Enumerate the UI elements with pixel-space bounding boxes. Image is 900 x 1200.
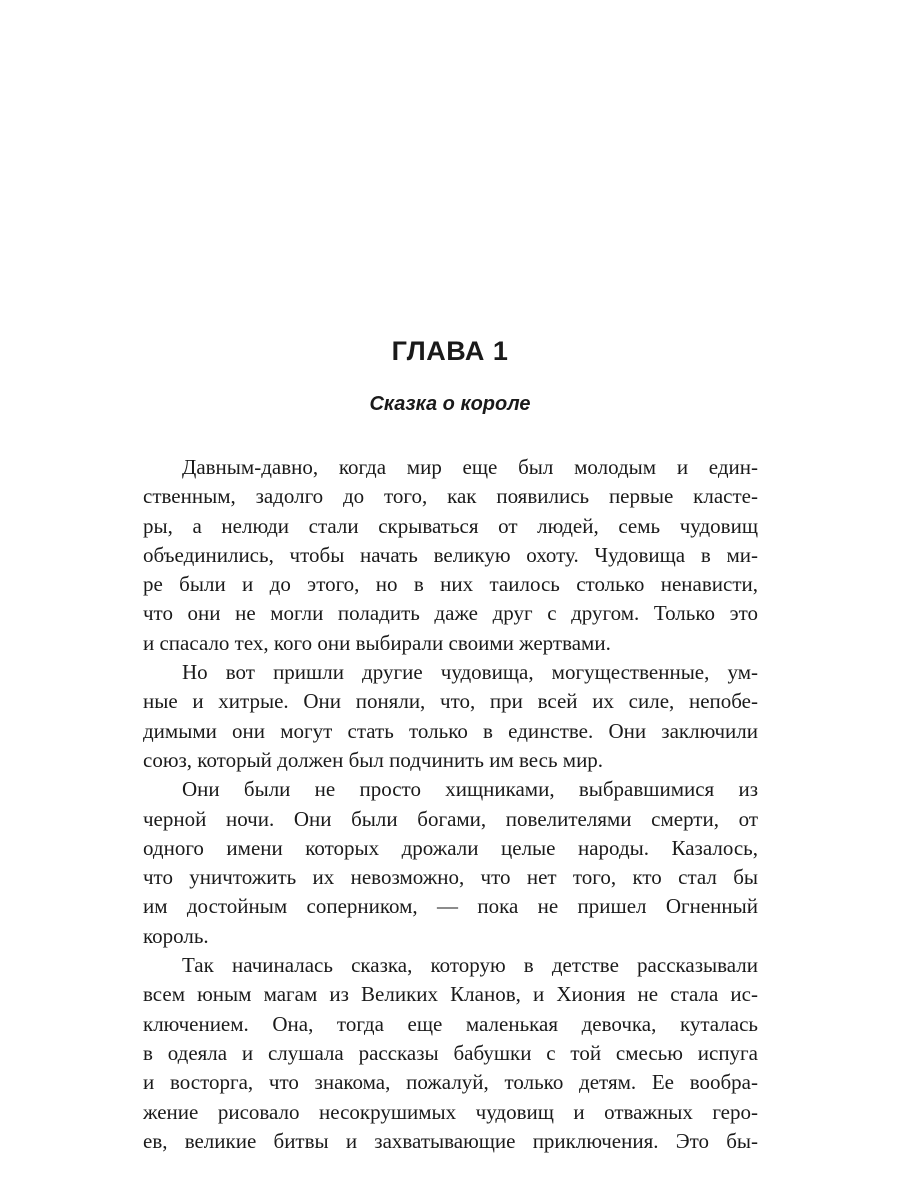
- text-line: что уничтожить их невозможно, что нет того, кто стал бы: [143, 865, 758, 890]
- text-line: всем юным магам из Великих Кланов, и Хиония не стала ис-: [143, 982, 758, 1007]
- text-line: одного имени которых дрожали целые народы. Казалось,: [143, 835, 758, 860]
- text-line: димыми они могут стать только в единстве. Они заключили: [143, 718, 758, 743]
- text-line: им достойным соперником, — пока не пришел Огненный: [143, 894, 758, 919]
- text-line: ре были и до этого, но в них таилось столько ненависти,: [143, 572, 758, 597]
- chapter-body: [143, 453, 758, 1156]
- text-line: ные и хитрые. Они поняли, что, при всей их силе, непобе-: [143, 689, 758, 714]
- text-line: ры, а нелюди стали скрываться от людей, семь чудовищ: [143, 513, 758, 538]
- text-line: союз, который должен был подчинить им весь мир.: [143, 747, 604, 772]
- paragraph: [143, 658, 758, 775]
- text-line: Давным-давно, когда мир еще был молодым и един-: [182, 455, 758, 479]
- text-line: жение рисовало несокрушимых чудовищ и отважных геро-: [143, 1099, 758, 1124]
- text-line: Они были не просто хищниками, выбравшимися из: [182, 777, 758, 802]
- text-line: черной ночи. Они были богами, повелителями смерти, от: [143, 806, 758, 831]
- text-line: Так начиналась сказка, которую в детстве рассказывали: [182, 953, 758, 978]
- paragraph: [143, 951, 758, 1156]
- paragraph: [143, 775, 758, 951]
- text-line: что они не могли поладить даже друг с другом. Только это: [143, 601, 758, 626]
- text-line: и восторга, что знакома, пожалуй, только детям. Ее вообра-: [143, 1070, 758, 1095]
- text-line: ственным, задолго до того, как появились первые класте-: [143, 484, 758, 509]
- text-line: в одеяла и слушала рассказы бабушки с той смесью испуга: [143, 1040, 758, 1065]
- text-line: ев, великие битвы и захватывающие приключения. Это бы-: [143, 1128, 758, 1153]
- chapter-title: ГЛАВА 1: [391, 336, 509, 366]
- text-line: Но вот пришли другие чудовища, могущественные, ум-: [182, 660, 758, 685]
- text-line: король.: [143, 923, 209, 948]
- text-line: и спасало тех, кого они выбирали своими жертвами.: [143, 630, 611, 655]
- paragraph: [143, 453, 758, 658]
- chapter-subtitle: Сказка о короле: [369, 393, 531, 415]
- text-line: ключением. Она, тогда еще маленькая девочка, куталась: [143, 1011, 758, 1036]
- text-line: объединились, чтобы начать великую охоту. Чудовища в ми-: [143, 542, 758, 567]
